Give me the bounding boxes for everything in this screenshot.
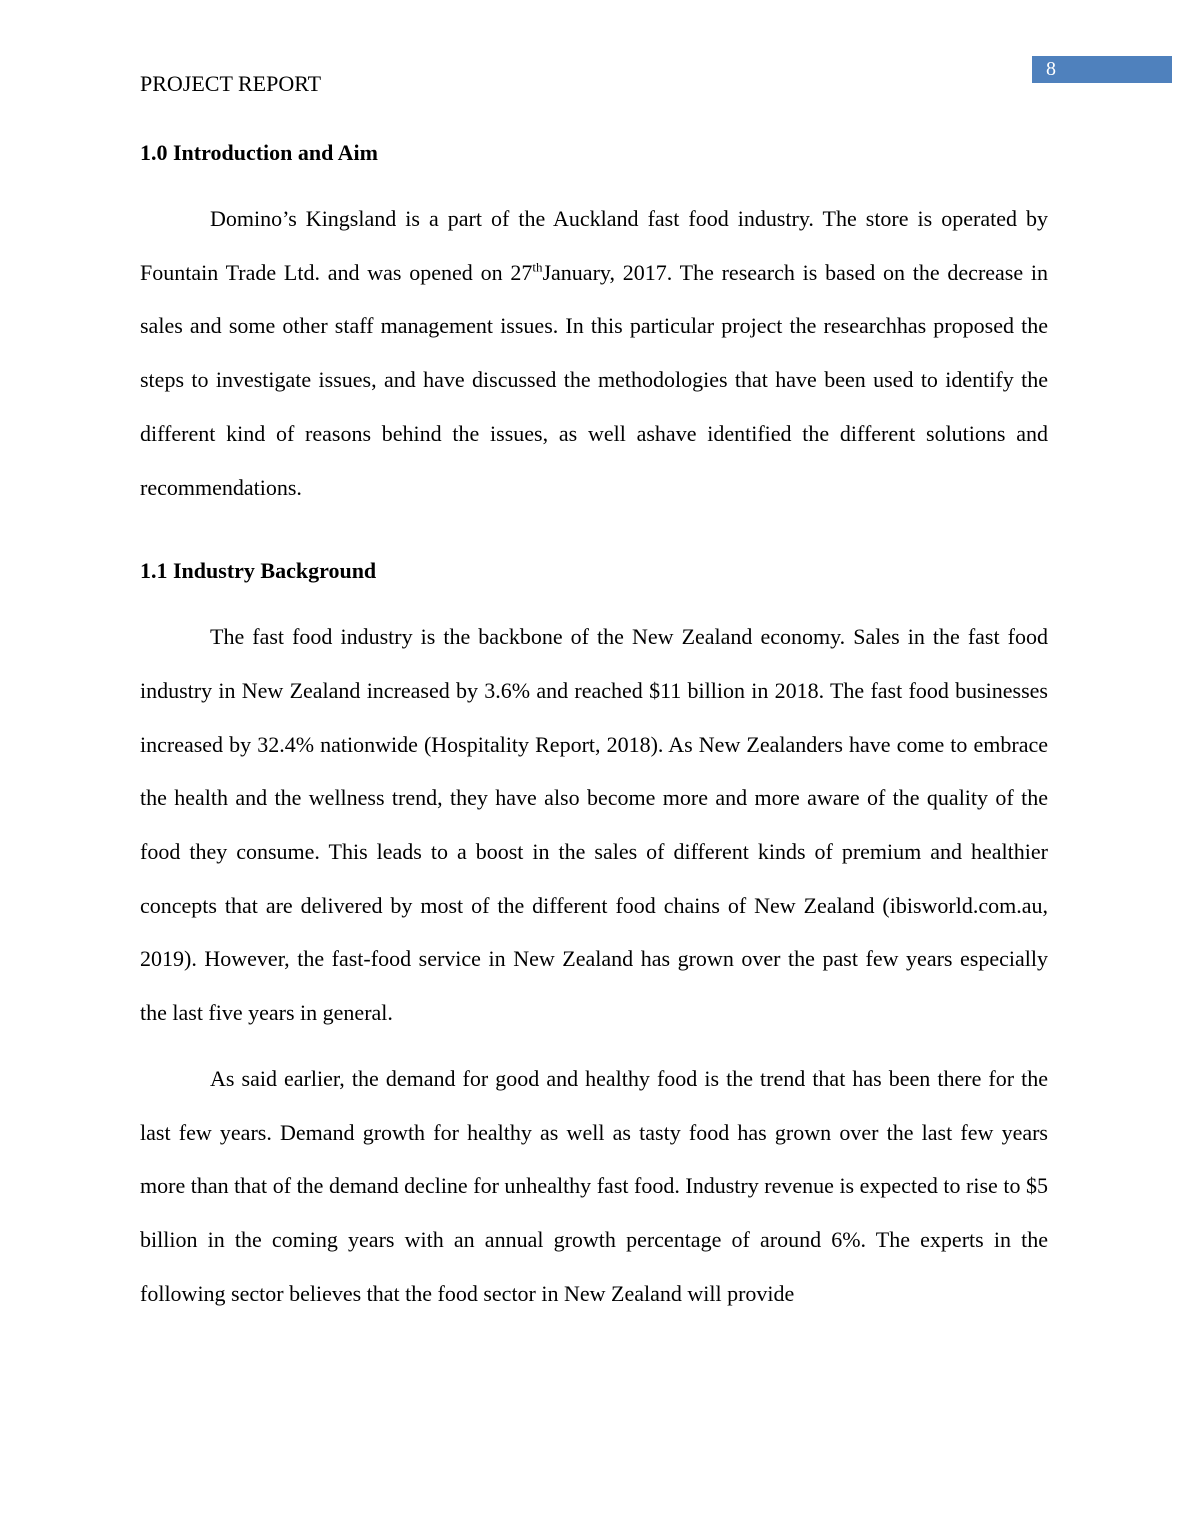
running-header: PROJECT REPORT <box>140 71 322 96</box>
ordinal-superscript: th <box>532 259 543 275</box>
industry-paragraph-2: As said earlier, the demand for good and healthy food is the trend that has been there for the last few years. Demand growth for healthy as well as tasty food has grown over the last few years more than that of the demand decline for unhealthy fast food. Industry revenue is expected to rise to $5 billion in the coming years with an annual growth percentage of around 6%. The experts in the following sector believes that the food sector in New Zealand will provide <box>140 1065 1048 1306</box>
intro-text-start: Domino’s Kingsland is a part of the Auckland fast food industry. The store is operated by Fountain Trade Ltd. and was opened on 27 <box>140 206 1048 285</box>
intro-paragraph <box>140 192 1048 514</box>
industry-paragraph-1: The fast food industry is the backbone of the New Zealand economy. Sales in the fast food industry in New Zealand increased by 3.6% and reached $11 billion in 2018. The fast food businesses increased by 32.4% nationwide (Hospitality Report, 2018). As New Zealanders have come to embrace the health and the wellness trend, they have also become more and more aware of the quality of the food they consume. This leads to a boost in the sales of different kinds of premium and healthier concepts that are delivered by most of the different food chains of New Zealand (ibisworld.com.au, 2019). However, the fast-food service in New Zealand has grown over the past few years especially the last five years in general. <box>140 624 1048 1026</box>
document-body <box>140 138 1048 1320</box>
intro-text-end: January, 2017. The research is based on the decrease in sales and some other staff management issues. In this particular project the researchhas proposed the steps to investigate issues, and have discussed the methodologies that have been used to identify the different kind of reasons behind the issues, as well ashave identified the different solutions and recommendations. <box>140 259 1049 500</box>
section-heading-industry-background: 1.1 Industry Background <box>140 558 377 584</box>
page-number: 8 <box>1032 56 1172 83</box>
section-heading-introduction: 1.0 Introduction and Aim <box>140 140 378 165</box>
